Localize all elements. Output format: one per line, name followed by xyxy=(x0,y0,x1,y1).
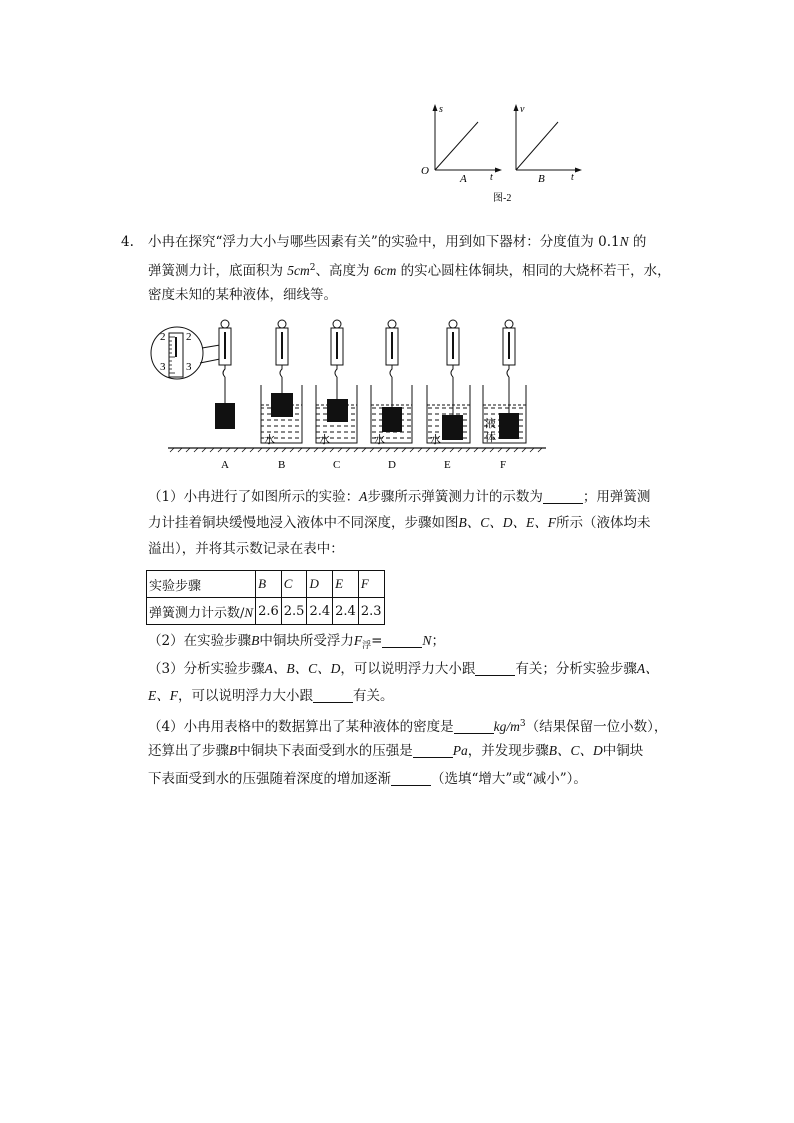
reading-unit: N xyxy=(244,604,254,620)
t-axis-label-b: t xyxy=(571,172,574,183)
beaker-c xyxy=(316,320,357,443)
graph-b xyxy=(514,104,583,185)
water-label-c: 水 xyxy=(319,434,330,446)
results-table xyxy=(146,570,385,625)
beaker-e xyxy=(427,320,470,443)
table-value-e: 2.4 xyxy=(333,598,359,625)
water-label-e: 水 xyxy=(430,434,441,446)
figure-2 xyxy=(418,100,588,210)
reading-label: 弹簧测力计示数/ xyxy=(149,605,245,621)
scale-mark-2-left: 2 xyxy=(160,331,166,343)
question-number: 4. xyxy=(121,234,134,250)
part-2-text-a: （2）在实验步骤 xyxy=(148,633,252,649)
part-2-end: ； xyxy=(431,633,445,649)
experiment-figure xyxy=(148,315,548,475)
pressure-unit: Pa xyxy=(452,743,468,758)
area-unit: cm xyxy=(294,263,310,278)
copper-block-e xyxy=(442,415,463,440)
water-label-d: 水 xyxy=(374,434,385,446)
table-header-reading xyxy=(147,598,256,625)
step-label-c: C xyxy=(333,459,341,471)
answer-blank-3[interactable] xyxy=(475,661,515,676)
part-2-unit: N xyxy=(422,633,432,648)
scale-mark-3-left: 3 xyxy=(160,361,166,373)
graph-b-label: B xyxy=(538,173,545,185)
part-2-step: B xyxy=(251,633,260,648)
part-2-line xyxy=(148,630,445,657)
table-value-c: 2.5 xyxy=(281,598,307,625)
part-1-text-d: 力计挂着铜块缓慢地浸入液体中不同深度，步骤如图 xyxy=(148,515,459,531)
intro-text-1: 小冉在探究“浮力大小与哪些因素有关”的实验中，用到如下器材：分度值为 xyxy=(148,234,594,250)
table-step-e: E xyxy=(333,571,359,598)
division-unit: N xyxy=(619,234,629,249)
density-unit: kg/m xyxy=(493,719,520,734)
answer-blank-5[interactable] xyxy=(454,719,494,734)
part-4-line-1 xyxy=(148,713,667,738)
beaker-b xyxy=(261,320,302,443)
liquid-label-bottom: 体 xyxy=(485,432,496,444)
part-3-text-a: （3）分析实验步骤 xyxy=(148,661,265,677)
t-axis-label-a: t xyxy=(490,172,493,183)
part-4-text-e: ，并发现步骤 xyxy=(467,743,549,759)
copper-block-c xyxy=(327,399,348,422)
density-exponent: 3 xyxy=(519,719,526,729)
height-value: 6 xyxy=(373,263,381,278)
answer-blank-6[interactable] xyxy=(413,743,453,758)
part-4-text-g: 下表面受到水的压强随着深度的增加逐渐 xyxy=(148,771,391,787)
answer-blank-7[interactable] xyxy=(391,771,431,786)
scale-mark-2-right: 2 xyxy=(186,331,192,343)
intro-text-2b: 、高度为 xyxy=(315,263,370,279)
scale-mark-3-right: 3 xyxy=(186,361,192,373)
part-1-text-b: 步骤所示弹簧测力计的示数为 xyxy=(367,489,543,505)
table-step-d: D xyxy=(307,571,333,598)
intro-text-1-end: 的 xyxy=(632,234,647,250)
step-label-e: E xyxy=(444,459,451,471)
part-1-text-a: （1）小冉进行了如图所示的实验： xyxy=(148,489,360,505)
answer-blank-4[interactable] xyxy=(313,688,353,703)
copper-block-d xyxy=(382,407,402,432)
part-1-line-3: 溢出），并将其示数记录在表中： xyxy=(148,541,344,557)
buoyancy-symbol: F xyxy=(353,633,363,648)
step-label-f: F xyxy=(500,459,507,471)
part-4-text-a: （4）小冉用表格中的数据算出了某种液体的密度是 xyxy=(148,719,454,735)
answer-blank-2[interactable] xyxy=(382,633,422,648)
step-label-a: A xyxy=(221,459,229,471)
graph-a xyxy=(421,104,502,185)
table-value-f: 2.3 xyxy=(358,598,384,625)
part-4-step: B xyxy=(229,743,238,758)
part-3-steps-2: E、F xyxy=(148,688,178,703)
intro-line-2 xyxy=(148,257,671,282)
liquid-label-top: 液 xyxy=(485,418,496,430)
table-row xyxy=(147,598,385,625)
part-4-text-d: 中铜块下表面受到水的压强是 xyxy=(237,743,413,759)
magnified-scale xyxy=(151,327,220,379)
part-4-line-2 xyxy=(148,740,643,762)
origin-label: O xyxy=(421,165,429,177)
table-step-c: C xyxy=(281,571,307,598)
intro-line-3: 密度未知的某种液体，细线等。 xyxy=(148,287,337,303)
part-4-text-f: 中铜块 xyxy=(602,743,644,759)
part-1-line-1 xyxy=(148,486,650,508)
part-3-line-2 xyxy=(148,685,394,707)
division-value: 0.1 xyxy=(598,234,620,250)
part-1-text-c: ；用弹簧测 xyxy=(582,489,651,505)
spring-scale-a xyxy=(215,320,235,429)
s-axis-label: s xyxy=(439,104,443,115)
area-value: 5 xyxy=(287,263,295,278)
surface-hatching xyxy=(170,448,542,452)
intro-line-1 xyxy=(148,231,646,253)
part-1-text-e: 所示（液体均未 xyxy=(556,515,651,531)
table-step-b: B xyxy=(256,571,282,598)
water-label-b: 水 xyxy=(264,434,275,446)
table-header-steps: 实验步骤 xyxy=(147,571,256,598)
part-3-text-d: ，可以说明浮力大小跟 xyxy=(178,688,313,704)
part-4-text-c: 还算出了步骤 xyxy=(148,743,229,759)
part-2-text-b: 中铜块所受浮力 xyxy=(259,633,354,649)
part-3-text-c: 有关；分析实验步骤 xyxy=(515,661,637,677)
copper-block-a xyxy=(215,403,235,429)
figure-caption: 图-2 xyxy=(493,193,512,204)
beaker-d xyxy=(371,320,412,443)
table-step-f: F xyxy=(358,571,384,598)
height-unit: cm xyxy=(380,263,397,278)
part-4-text-h: （选填“增大”或“减小”）。 xyxy=(431,771,587,787)
intro-text-2a: 弹簧测力计，底面积为 xyxy=(148,263,283,279)
table-value-d: 2.4 xyxy=(307,598,333,625)
part-4-text-b: （结果保留一位小数）， xyxy=(525,719,668,735)
part-1-steps: B、C、D、E、F xyxy=(458,515,556,530)
part-3-line-1 xyxy=(148,658,659,680)
part-3-text-e: 有关。 xyxy=(353,688,394,704)
part-3-step-end: A、 xyxy=(636,661,659,676)
table-value-b: 2.6 xyxy=(256,598,282,625)
v-axis-label: v xyxy=(520,104,525,115)
answer-blank-1[interactable] xyxy=(543,489,583,504)
intro-text-2c: 的实心圆柱体铜块，相同的大烧杯若干，水， xyxy=(400,263,671,279)
buoyancy-subscript: 浮 xyxy=(362,641,372,651)
step-label-d: D xyxy=(388,459,396,471)
table-row xyxy=(147,571,385,598)
part-3-steps-1: A、B、C、D xyxy=(264,661,341,676)
area-exponent: 2 xyxy=(309,263,316,273)
part-3-text-b: ，可以说明浮力大小跟 xyxy=(340,661,476,677)
part-1-step-a: A xyxy=(359,489,368,504)
graph-a-label: A xyxy=(460,173,467,185)
copper-block-b xyxy=(271,393,293,417)
part-1-line-2 xyxy=(148,512,651,534)
part-2-equals: = xyxy=(371,633,383,649)
copper-block-f xyxy=(499,413,519,439)
part-4-line-3 xyxy=(148,768,587,790)
step-label-b: B xyxy=(278,459,286,471)
part-4-steps: B、C、D xyxy=(548,743,603,758)
